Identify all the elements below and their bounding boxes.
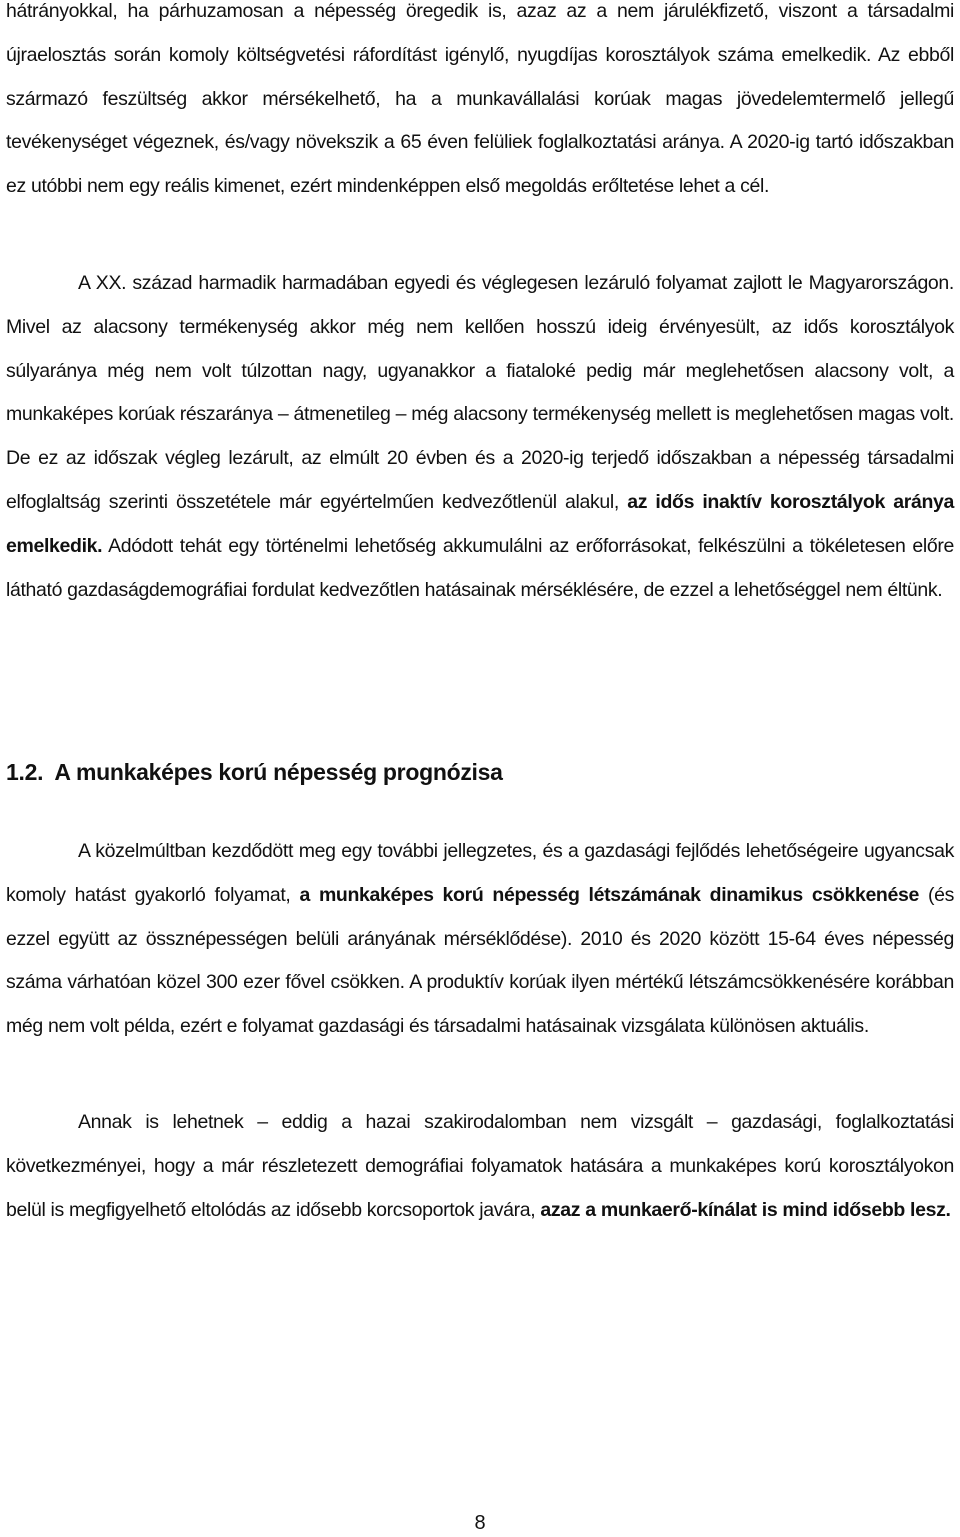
paragraph-3-text-a: A közelmúltban kezdődött meg egy további jellegzetes, és a gazdasági fejlődés lehetőségeire ugyancsak komoly hatást gyakorló folyamat, <box>6 840 954 906</box>
paragraph-4-emphasis: azaz a munkaerő-kínálat is mind idősebb lesz. <box>540 1198 951 1221</box>
section-heading <box>6 752 503 792</box>
paragraph-3 <box>6 830 954 1049</box>
paragraph-2-text-a: A XX. század harmadik harmadában egyedi és véglegesen lezáruló folyamat zajlott le Magyarországon. Mivel az alacsony termékenység akkor még nem kellően hosszú ideig érvényesült, az idős korosztályok súlyaránya még nem volt túlzottan nagy, ugyanakkor a fiataloké pedig már meglehetősen alacsony volt, a munkaképes korúak részaránya – átmenetileg – még alacsony termékenység mellett is meglehetősen magas volt. De ez az időszak végleg lezárult, az elmúlt 20 évben és a 2020-ig terjedő időszakban a népesség társadalmi elfoglaltság szerinti összetétele már egyértelműen kedvezőtlenül alakul, <box>6 272 954 513</box>
paragraph-4 <box>6 1101 954 1232</box>
paragraph-2-emphasis: az idős inaktív korosztályok aránya emelkedik. <box>6 490 954 557</box>
section-number: 1.2. <box>6 759 44 785</box>
paragraph-4-text: Annak is lehetnek – eddig a hazai szakirodalomban nem vizsgált – gazdasági, foglalkoztatási következményei, hogy a már részletezett demográfiai folyamatok hatására a munkaképes korú korosztályokon belül is megfigyelhető eltolódás az idősebb korcsoportok javára, <box>6 1111 954 1221</box>
paragraph-3-emphasis: a munkaképes korú népesség létszámának dinamikus csökkenése <box>299 883 919 906</box>
paragraph-2 <box>6 262 954 612</box>
section-title: A munkaképes korú népesség prognózisa <box>54 759 503 785</box>
paragraph-1 <box>6 0 954 209</box>
page-number: 8 <box>474 1512 486 1534</box>
paragraph-2-text-b: Adódott tehát egy történelmi lehetőség akkumulálni az erőforrásokat, felkészülni a tökéletesen előre látható gazdaságdemográfiai fordulat kedvezőtlen hatásainak mérséklésére, de ezzel a lehetőséggel nem éltünk. <box>6 534 954 601</box>
paragraph-3-text-b: (és ezzel együtt az össznépességen belüli arányának mérséklődése). 2010 és 2020 között 15-64 éves népesség száma várhatóan közel 300 ezer fővel csökken. A produktív korúak ilyen mértékű létszámcsökkenésére korábban még nem volt példa, ezért e folyamat gazdasági és társadalmi hatásainak vizsgálata különösen aktuális. <box>6 883 954 1038</box>
paragraph-1-text: hátrányokkal, ha párhuzamosan a népesség öregedik is, azaz az a nem járulékfizető, viszont a társadalmi újraelosztás során komoly költségvetési ráfordítást igénylő, nyugdíjas korosztályok száma emelkedik. Az ebből származó feszültség akkor mérsékelhető, ha a munkavállalási korúak magas jövedelemtermelő jellegű tevékenységet végeznek, és/vagy növekszik a 65 éven felüliek foglalkoztatási aránya. A 2020-ig tartó időszakban ez utóbbi nem egy reális kimenet, ezért mindenképpen első megoldás erőltetése lehet a cél. <box>6 0 954 198</box>
